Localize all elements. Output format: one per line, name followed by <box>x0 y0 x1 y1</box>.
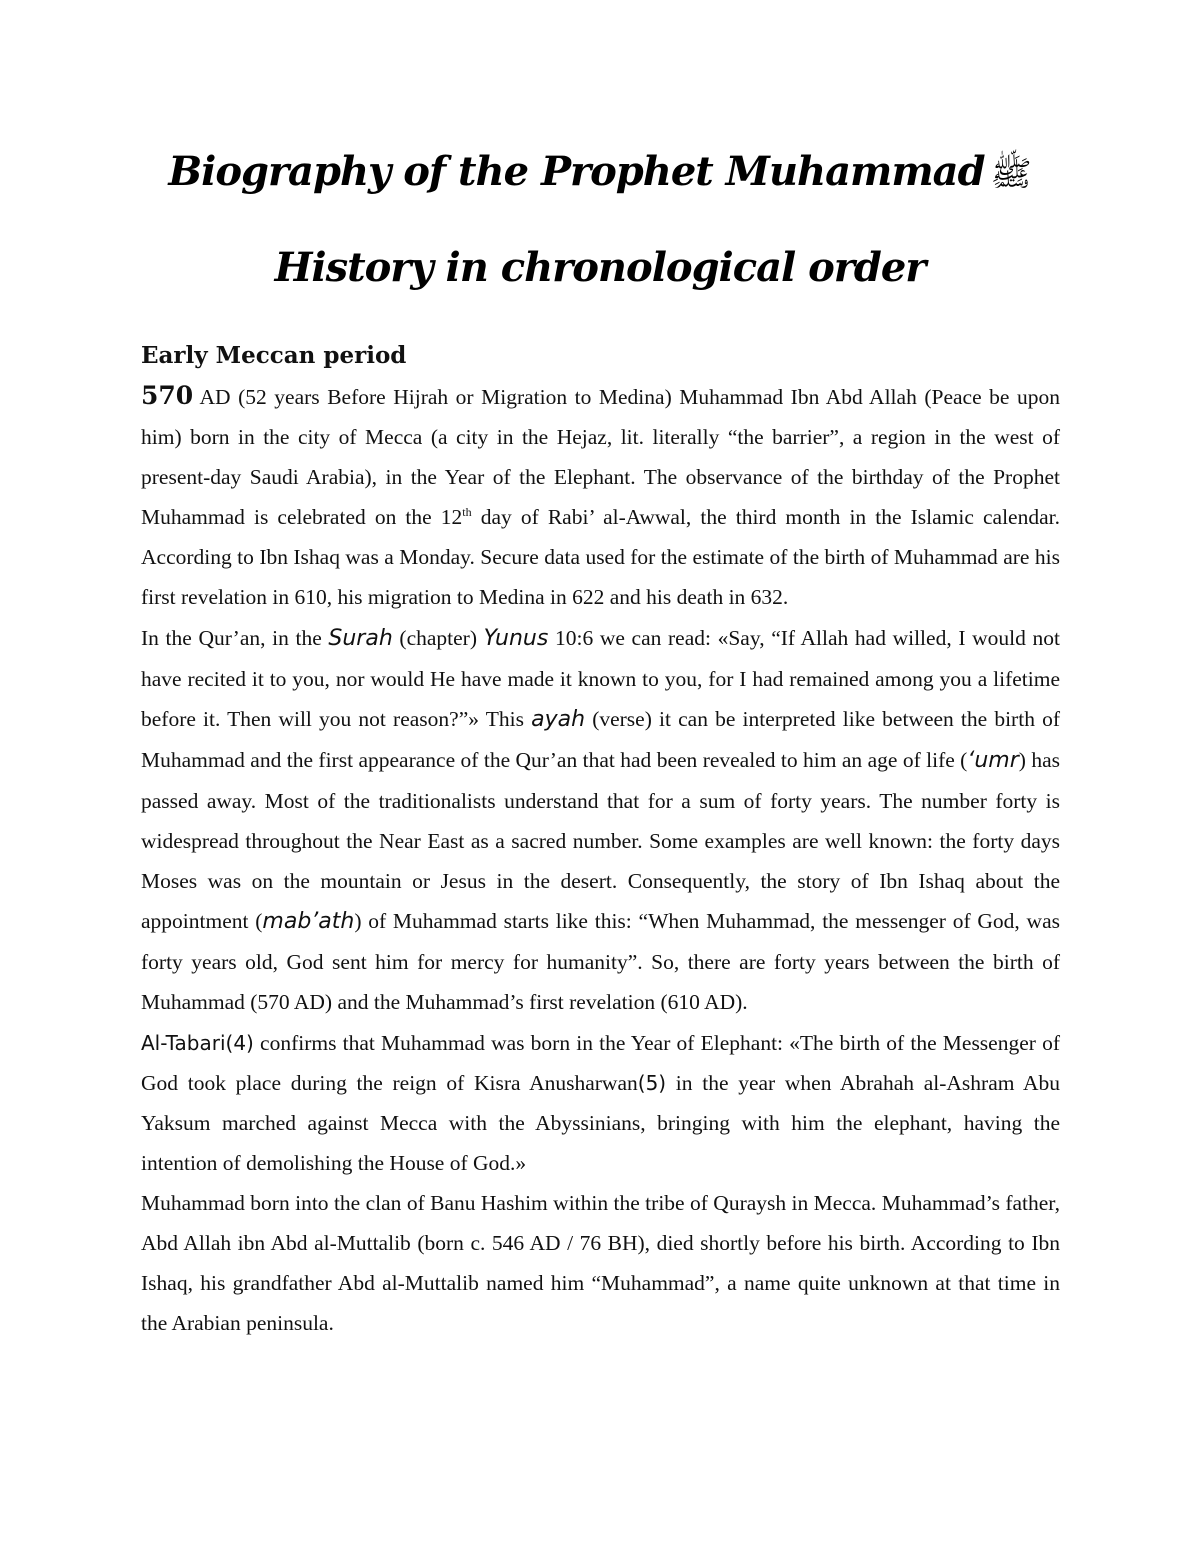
document-title <box>0 148 1200 202</box>
document-subtitle: History in chronological order <box>274 244 926 291</box>
document-body <box>141 332 1060 1343</box>
footnote-ref-5: (5) <box>637 1070 667 1095</box>
paragraph-text: in the year when Abrahah al-Ashram Abu Yaksum marched against Mecca with the Abyssinians, bringing with him the elephant, having the intention of demolishing the House of God.» <box>141 1070 1060 1175</box>
year-570: 570 <box>141 381 194 410</box>
paragraph-text: (verse) it can be interpreted like between the birth of Muhammad and the first appearance of the Qur’an that had been revealed to him an age of life ( <box>141 706 1060 772</box>
paragraph-text: In the Qur’an, in the <box>141 625 329 650</box>
paragraph-text: AD (52 years Before Hijrah or Migration to Medina) Muhammad Ibn Abd Allah (Peace be upon him) born in the city of Mecca (a city in the Hejaz, lit. literally “the barrier”, a region in the west of present-day Saudi Arabia), in the Year of the Elephant. The observance of the birthday of the Prophet Muhammad is celebrated on the 12 <box>141 385 1060 530</box>
term-surah: Surah <box>328 625 393 651</box>
footnote-ref-4: (4) <box>225 1030 254 1055</box>
paragraph-text: day of Rabi’ al-Awwal, the third month in the Islamic calendar. According to Ibn Ishaq was a Monday. Secure data used for the estimate of the birth of Muhammad are his first revelation in 610, his migration to Medina in 622 and his death in 632. <box>141 505 1060 610</box>
section-heading: Early Meccan period <box>141 342 407 369</box>
ordinal-suffix: th <box>462 505 472 520</box>
title-line-1: Biography of the Prophet Muhammad <box>168 148 985 195</box>
paragraph-birth-570 <box>141 376 1060 618</box>
term-ayah: ayah <box>531 706 586 732</box>
paragraph-text: confirms that Muhammad was born in the Year of Elephant: «The birth of the Messenger of God took place during the reign of Kisra Anusharwan <box>141 1030 1060 1095</box>
term-umr: ‘umr <box>967 747 1019 773</box>
paragraph-quran-yunus <box>141 618 1060 1023</box>
term-yunus: Yunus <box>483 625 549 651</box>
paragraph-text: (chapter) <box>392 625 484 650</box>
name-al-tabari: Al-Tabari <box>141 1030 226 1055</box>
paragraph-text: 10:6 we can read: «Say, “If Allah had willed, I would not have recited it to you, nor would He have made it known to you, for I had remained among you a lifetime before it. Then will you not reason?”» This <box>141 625 1060 731</box>
term-mabath: mab’ath <box>262 909 355 935</box>
paragraph-text: ) has passed away. Most of the traditionalists understand that for a sum of forty years. The number forty is widespread throughout the Near East as a sacred number. Some examples are well known: the forty days Moses was on the mountain or Jesus in the desert. Consequently, the story of Ibn Ishaq about the appointment ( <box>141 747 1060 934</box>
paragraph-al-tabari <box>141 1023 1060 1183</box>
honorific-seal: ﷺ <box>990 154 1032 194</box>
paragraph-banu-hashim: Muhammad born into the clan of Banu Hashim within the tribe of Quraysh in Mecca. Muhammad’s father, Abd Allah ibn Abd al-Muttalib (born c. 546 AD / 76 BH), died shortly before his birth. According to Ibn Ishaq, his grandfather Abd al-Muttalib named him “Muhammad”, a name quite unknown at that time in the Arabian peninsula. <box>141 1190 1060 1336</box>
paragraph-text: ) of Muhammad starts like this: “When Muhammad, the messenger of God, was forty years old, God sent him for mercy for humanity”. So, there are forty years between the birth of Muhammad (570 AD) and the Muhammad’s first revelation (610 AD). <box>141 909 1060 1015</box>
